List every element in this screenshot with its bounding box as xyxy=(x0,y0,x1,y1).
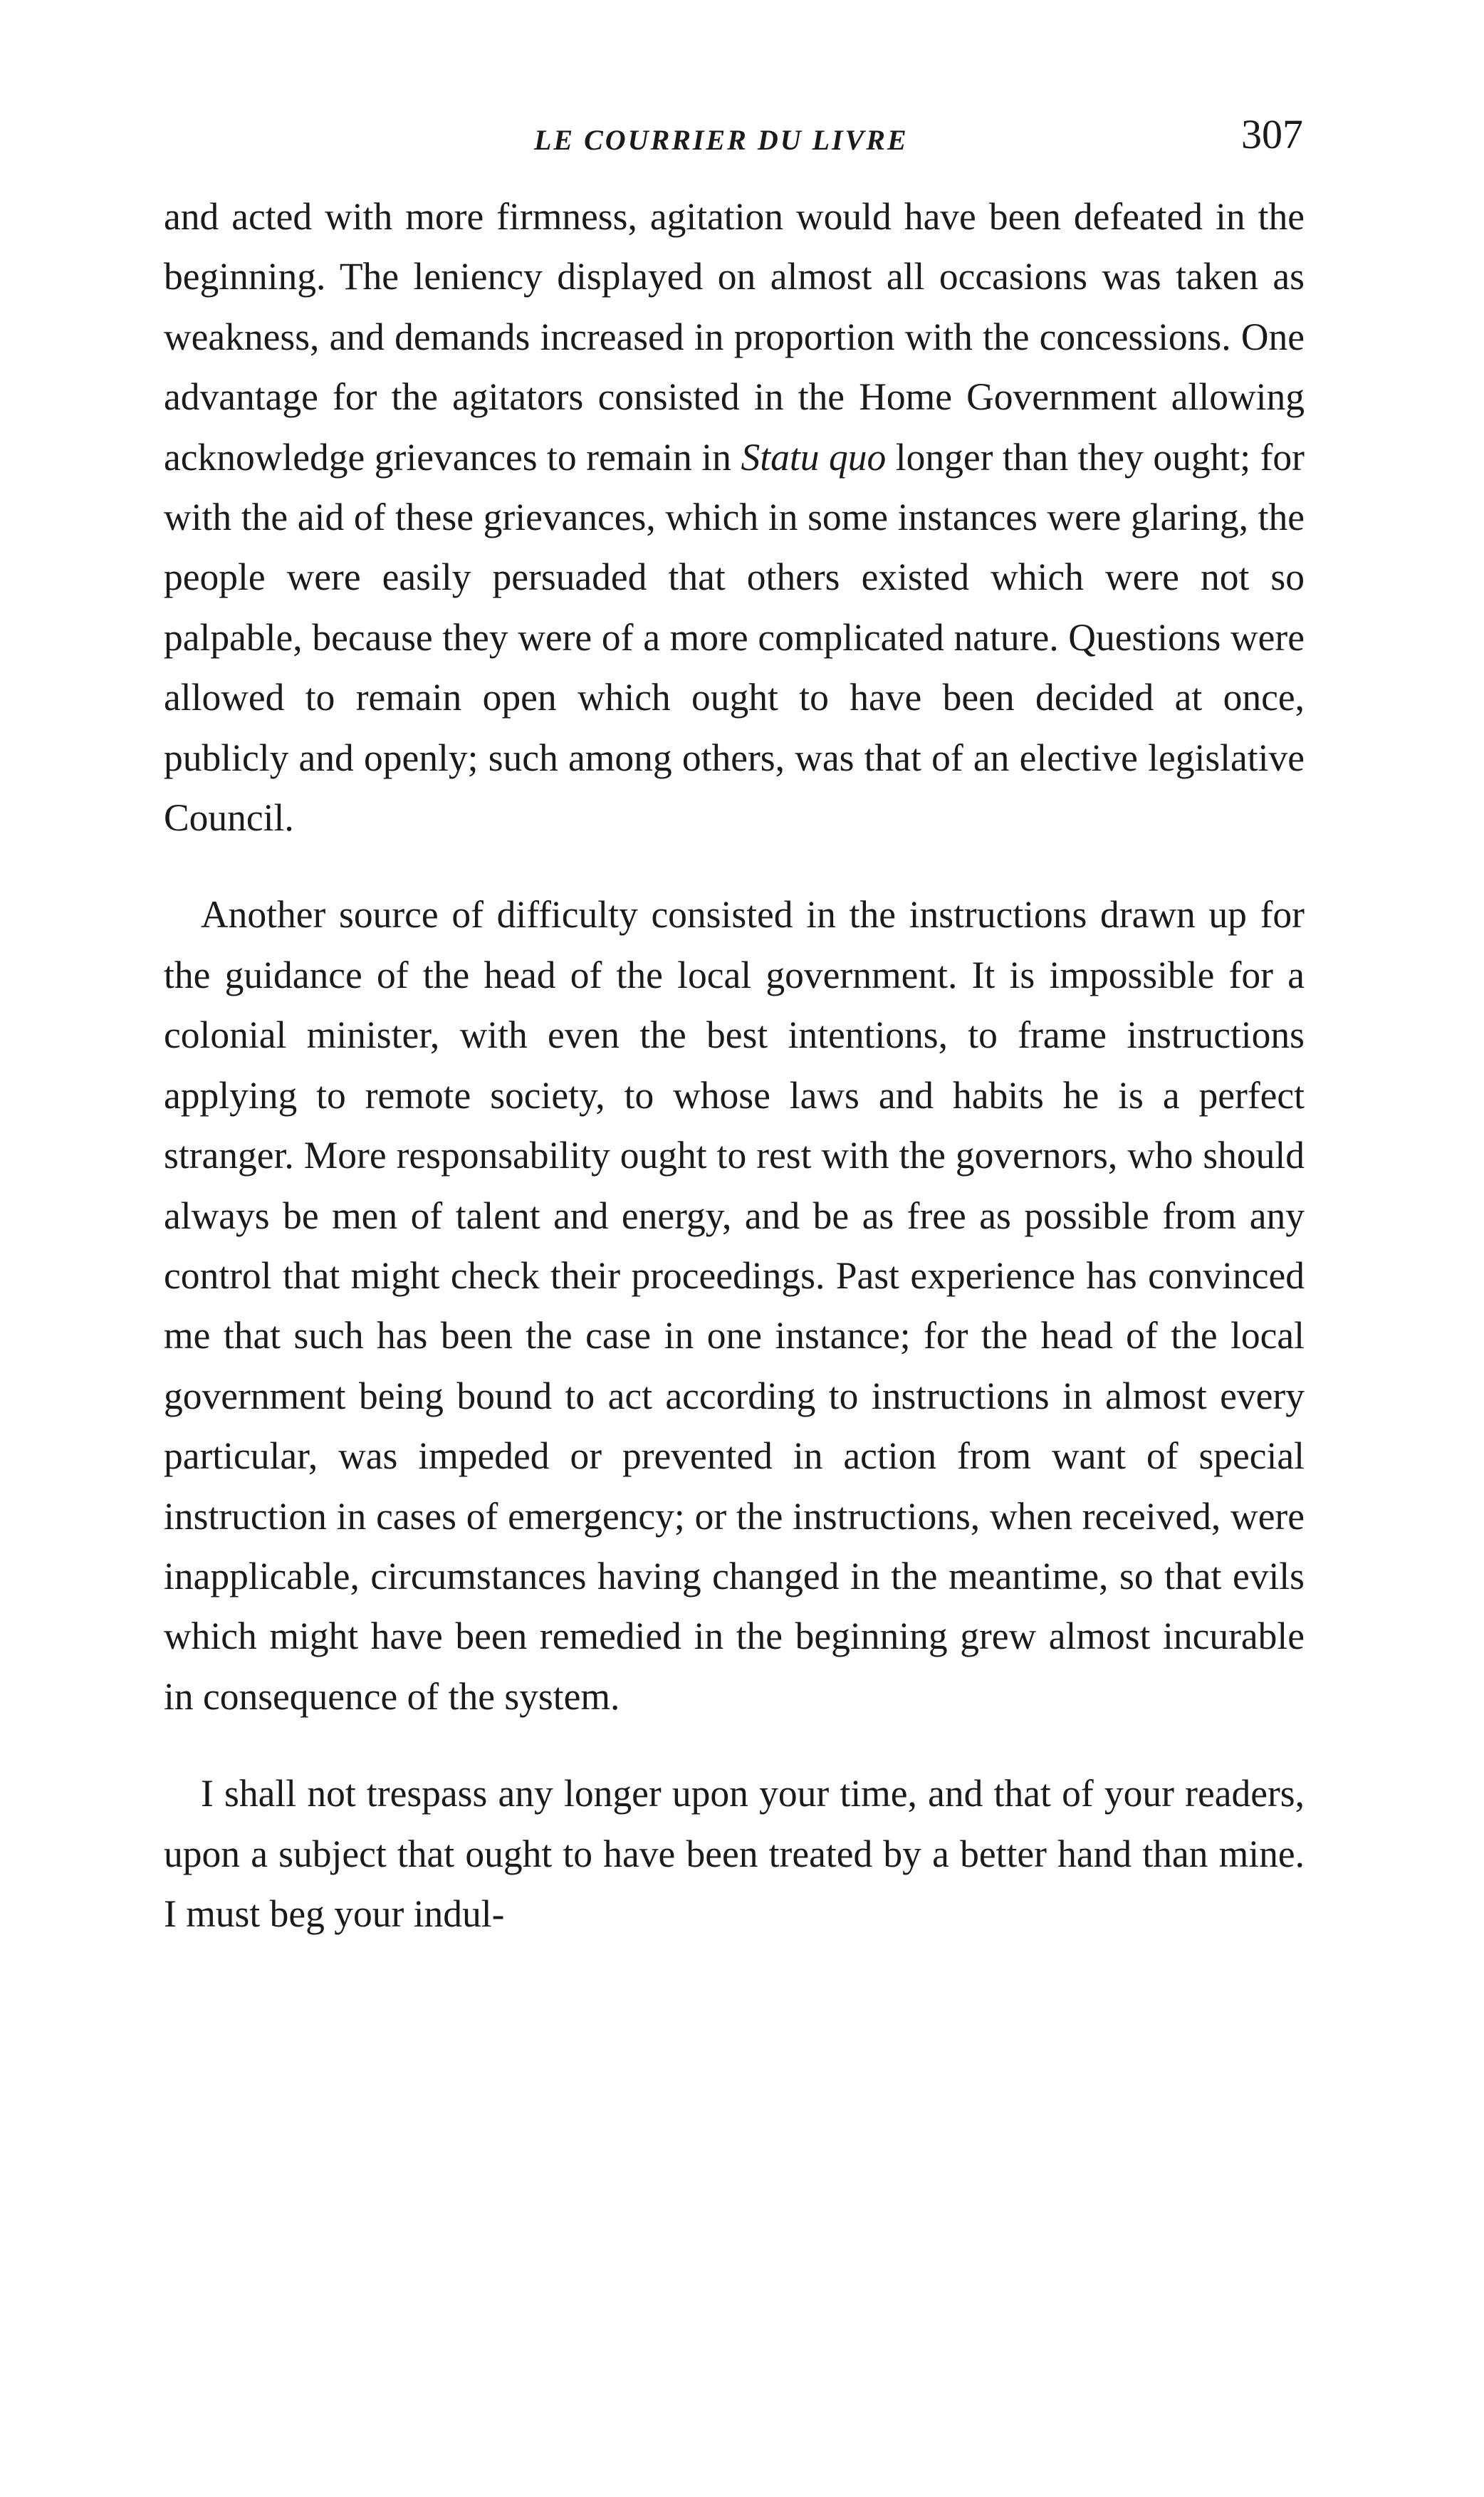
running-head xyxy=(164,110,1303,167)
paragraph-1 xyxy=(164,187,1305,848)
paragraph-1-text-before: and acted with more firmness, agitation would have been defeated in the beginning. The leniency displayed on almost all occasions was taken as weakness, and demands increased in proportion with the concessions. One advantage for the agitators consisted in the Home Government allowing acknowledge grievances to remain in xyxy=(164,195,1305,479)
body-text xyxy=(164,187,1305,1981)
running-title: LE COURRIER DU LIVRE xyxy=(534,124,909,156)
paragraph-3-text: I shall not trespass any longer upon your time, and that of your readers, upon a subject that ought to have been treated by a better hand than mine. I must beg your indul- xyxy=(164,1772,1305,1935)
paragraph-1-italic-phrase: Statu quo xyxy=(741,435,887,479)
page-number: 307 xyxy=(1241,111,1303,157)
paragraph-1-text-after: longer than they ought; for with the aid of these grievances, which in some instances were glaring, the people were easily persuaded that others existed which were not so palpable, because they were of a more complicated nature. Questions were allowed to remain open which ought to have been decided at once, publicly and openly; such among others, was that of an elective legislative Council. xyxy=(164,435,1305,840)
paragraph-3 xyxy=(164,1763,1305,1944)
paragraph-2-text: Another source of difficulty consisted in the instructions drawn up for the guidance of the head of the local government. It is impossible for a colonial minister, with even the best intentions, to frame instructions applying to remote society, to whose laws and habits he is a perfect stranger. More responsability ought to rest with the governors, who should always be men of talent and energy, and be as free as possible from any control that might check their proceedings. Past experience has convinced me that such has been the case in one instance; for the head of the local government being bound to act according to instructions in almost every particular, was impeded or prevented in action from want of special instruction in cases of emergency; or the instructions, when received, were inapplicable, circumstances having changed in the meantime, so that evils which might have been remedied in the beginning grew almost incurable in consequence of the system. xyxy=(164,893,1305,1718)
paragraph-2 xyxy=(164,885,1305,1726)
